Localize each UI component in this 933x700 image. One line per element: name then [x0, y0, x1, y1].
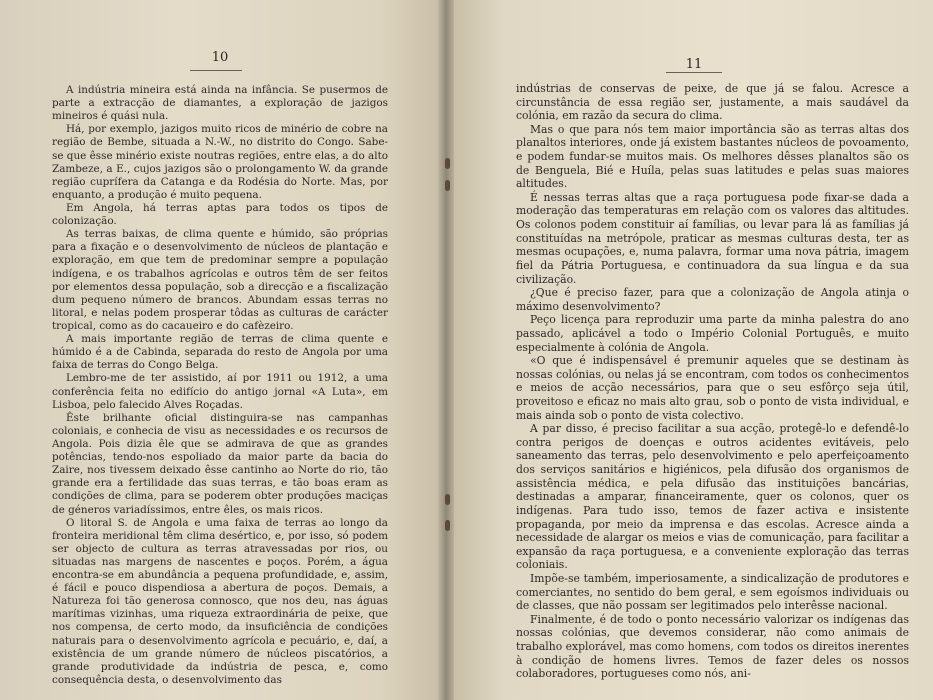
paragraph: As terras baixas, de clima quente e húmido, são próprias para a fixação e o desenvolvimento de núcleos de plantação e exploração, em que tem de predominar sempre a população indígena, e os trabalhos agrícolas e outros têm de ser feitos por elementos dessa população, sob a direcção e a fiscalização dum pequeno número de brancos. Abundam essas terras no litoral, e nelas podem prosperar tôdas as culturas de carácter tropical, como as do cacaueiro e do cafèzeiro. — [52, 228, 388, 332]
paragraph: Em Angola, há terras aptas para todos os tipos de colonização. — [52, 201, 388, 228]
paragraph: indústrias de conservas de peixe, de que já se falou. Acresce a circunstância de essa região ser, justamente, a mais saudável da colónia, em razão da secura do clima. — [516, 82, 909, 123]
right-page — [446, 0, 933, 700]
paragraph: ¿Que é preciso fazer, para que a colonização de Angola atinja o máximo desenvolvimento? — [516, 286, 909, 313]
paragraph: Lembro-me de ter assistido, aí por 1911 ou 1912, a uma conferência feita no edifício do antigo jornal «A Luta», em Lisboa, pelo falecido Alves Roçadas. — [52, 372, 388, 411]
paragraph: Peço licença para reproduzir uma parte da minha palestra do ano passado, aplicável a todo o Império Colonial Português, e muito especialmente à colónia de Angola. — [516, 313, 909, 354]
binding-stitch — [445, 158, 450, 169]
page-number-left: 10 — [211, 50, 229, 65]
paragraph: Mas o que para nós tem maior importância são as terras altas dos planaltos interiores, onde já existem bastantes núcleos de povoamento, e podem fundar-se muitos mais. Os melhores dêsses planaltos são os de Benguela, Bié e Huíla, pelas suas latitudes e pelas suas maiores altitudes. — [516, 122, 909, 191]
paragraph: A indústria mineira está ainda na infância. Se pusermos de parte a extracção de diamantes, a exploração de jazigos mineiros é quási nula. — [52, 84, 388, 123]
right-page-body — [516, 82, 909, 681]
paragraph: Há, por exemplo, jazigos muito ricos de minério de cobre na região de Bembe, situada a N.-W., no distrito do Congo. Sabe-se que êsse minério existe noutras regiões, entre elas, a do alto Zambeze, a E., cujos jazigos são o prolongamento W. da grande região cuprífera da Catanga e da Rodésia do Norte. Mas, por enquanto, a produção é muito pequena. — [52, 123, 388, 201]
paragraph: Impõe-se também, imperiosamente, a sindicalização de produtores e comerciantes, no sentido do bem geral, e sem egoísmos individuais ou de classes, que não possam ser legitimados pelo interêsse nacional. — [516, 571, 909, 613]
left-page — [0, 0, 446, 700]
left-page-body — [52, 84, 388, 687]
binding-stitch — [445, 180, 450, 191]
page-number-rule-left — [190, 70, 242, 71]
paragraph: O litoral S. de Angola e uma faixa de terras ao longo da fronteira meridional têm clima desértico, e, por isso, só podem ser objecto de cultura as terras atravessadas por rios, ou situadas nas margens de nascentes e poços. Porém, a água encontra-se em abundância a pequena profundidade, e, assim, é fácil e pouco dispendiosa a abertura de poços. Demais, a Natureza foi tão generosa connosco, que nos deu, nas águas marítimas vizinhas, uma riqueza extraordinária de peixe, que nos compensa, de certo modo, da insuficiência de condições naturais para o desenvolvimento agrícola e pecuário, e, daí, a existência de um grande número de núcleos piscatórios, a grande produtividade da indústria de pesca, e, como consequência desta, o desenvolvimento das — [52, 516, 388, 686]
binding-stitch — [445, 520, 450, 531]
paragraph: A par disso, é preciso facilitar a sua acção, protegê-lo e defendê-lo contra perigos de doenças e outros acidentes evitáveis, pelo saneamento das terras, pelo desenvolvimento e pelo aperfeiçoamento dos serviços sanitários e higiénicos, pela difusão dos organismos de assistência médica, e pela difusão das instituições bancárias, destinadas a amparar, financeiramente, quer os colonos, quer os indígenas. Para tudo isso, temos de fazer activa e insistente propaganda, por meio da imprensa e das escolas. Acresce ainda a necessidade de alargar os meios e vias de comunicação, para facilitar a expansão da raça portuguesa, e a conveniente exploração das terras coloniais. — [516, 422, 909, 572]
page-number-rule-right — [666, 72, 722, 73]
paragraph: Êste brilhante oficial distinguira-se nas campanhas coloniais, e conhecia de visu as necessidades e os recursos de Angola. Pois dizia êle que se admirava de que as grandes potências, tendo-nos espoliado da maior parte da bacia do Zaire, nos tivessem deixado êsse cantinho ao Norte do rio, tão grande era a fertilidade das suas terras, e tão boas eram as condições de clima, para se poderem obter produções maciças de géneros variadíssimos, entre êles, os mais ricos. — [52, 411, 388, 516]
paragraph: É nessas terras altas que a raça portuguesa pode fixar-se dada a moderação das temperaturas em relação com os valores das altitudes. Os colonos podem constituir aí famílias, ou levar para lá as famílias já constituídas na metrópole, praticar as mesmas culturas desta, ter as mesmas ocupações, e, numa palavra, formar uma nova pátria, imagem fiel da Pátria Portuguesa, e continuadora da sua língua e da sua civilização. — [516, 190, 909, 286]
page-number-right: 11 — [685, 57, 703, 72]
binding-stitch — [445, 494, 450, 505]
book-gutter — [438, 0, 454, 700]
paragraph: Finalmente, é de todo o ponto necessário valorizar os indígenas das nossas colónias, que devemos considerar, não como animais de trabalho explorável, mas como homens, com todos os direitos inerentes à condição de homens livres. Temos de fazer deles os nossos colaboradores, portugueses como nós, ani- — [516, 612, 909, 681]
paragraph: «O que é indispensável é premunir aqueles que se destinam às nossas colónias, ou nelas já se encontram, com todos os conhecimentos e meios de acção necessários, para que o seu esfôrço seja útil, proveitoso e eficaz no mais alto grau, sob o ponto de vista individual, e mais ainda sob o ponto de vista colectivo. — [516, 354, 909, 422]
paragraph: A mais importante região de terras de clima quente e húmido é a de Cabinda, separada do resto de Angola por uma faixa de terras do Congo Belga. — [52, 333, 388, 372]
